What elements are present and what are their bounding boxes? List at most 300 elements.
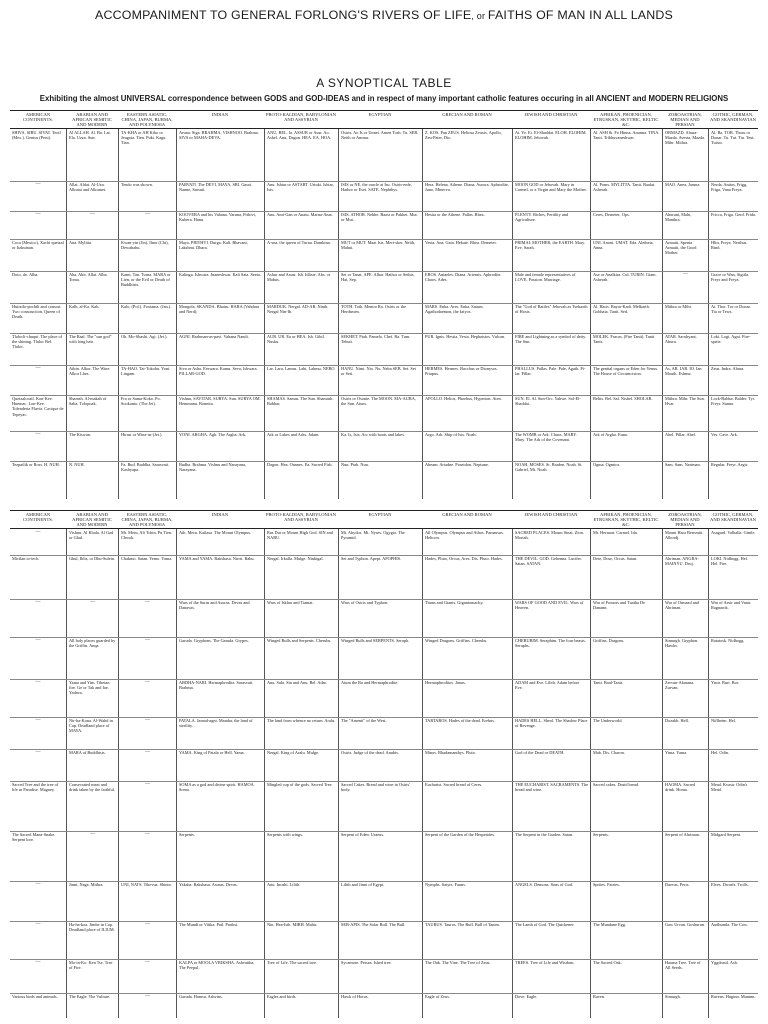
table-cell: Niflheim. Hel. <box>711 718 736 723</box>
table-cell: Aba. Abit. Allat. Alba. Toma. <box>69 272 108 283</box>
table-cell: HADES HELL. Sheol. The Shadow Place of Revenge. <box>515 718 588 729</box>
table-cell: Nun. Ptah. Nun. <box>341 462 369 467</box>
table-column <box>708 529 758 1018</box>
table-cell: Garuda. Gryphons. The Garuda. Grypes. <box>179 638 249 643</box>
table-cell: Ratatosk. Nidhogg. <box>711 638 745 643</box>
table-cell: Ase or Analkira. Cul. TURIN. Giam. Asherah. <box>593 272 657 283</box>
table-cell: Oh. Mo-Shashi. Agi. (Jet.). <box>121 334 168 339</box>
table-cell: Mab. Dis. Charon. <box>593 750 625 755</box>
table-cell: Doto, do. Alba. <box>12 272 39 277</box>
table-cell: — <box>145 832 150 837</box>
table-cell: MOLEK. Fracas. (Fire Tanit). Tanit. Tanis. <box>593 334 656 345</box>
table-cell: — <box>35 530 41 535</box>
table-section-2 <box>10 529 758 1018</box>
table-cell: Allat. Aldat. Al-Uza. Alkutai and Alkumet. <box>69 182 107 193</box>
table-cell: Ark or Lakes and Arks. Jalam. <box>267 432 320 437</box>
table-cell: Quetzalcoatl. Kon-Kee. Huemac. Lon-Kee. Tolenderia Flavia. Cacique de Tepeyac. <box>12 396 64 417</box>
table-cell: Serpent of Ahriman. <box>665 832 700 837</box>
table-cell: Sycamore. Persea. Ished tree. <box>341 960 392 965</box>
table-cell: Sam. Sam. Nariman. <box>665 462 701 467</box>
table-cell: Kwan-yin (Jin), Ilmu (Chi), Dewabahu. <box>121 240 169 251</box>
row-divider <box>10 239 758 240</box>
table-cell: Yaksha. Rakshasa. Asuras. Devas. <box>179 882 238 887</box>
column-header-row-1 <box>10 112 758 128</box>
table-cell: Grace or Wan, Sigtila. Freyr and Freya. <box>711 272 750 283</box>
table-cell: AUR. UR. Ea or HEA. Ish. Gibil. Nusku. <box>267 334 325 345</box>
table-cell: Garuda. Hamsa. Ashvins. <box>179 994 223 999</box>
table-cell: All Olympus. Olympus and Athos. Parnassus. Helicon. <box>425 530 504 541</box>
table-cell: Nir-ha-Kona. Al-Wahd in Cap. Deadland place of MAYA. <box>69 718 113 734</box>
table-cell: — <box>35 600 41 605</box>
table-cell: — <box>35 432 41 437</box>
table-column <box>66 129 118 499</box>
table-cell: MUT or MUT. Maat Isis. Mert-sker. Neith, Mahui. <box>341 240 416 251</box>
table-cell: ADAM and Eve. Lilith. Adam before Eve. <box>515 680 580 691</box>
table-cell: The Mundane Egg. <box>593 922 627 927</box>
table-cell: Audhumla. The Cow. <box>711 922 748 927</box>
table-cell: Kalb, al-Ka. Kah. <box>69 304 100 309</box>
table-cell: Mithra. Mihr. The Sun. Hvar. <box>665 396 705 407</box>
table-cell: ARDHA-NARI. Hermaphrodite. Sarasvati. Brahma. <box>179 680 254 691</box>
table-cell: Ymir. Buri. Bor. <box>711 680 740 685</box>
table-cell: Hera. Helena. Athene. Diana. Aurora. Aphrodite, Juno, Minerva. <box>425 182 509 193</box>
table-cell: Ras Dur or Mount High God. SIN and NABU. <box>267 530 333 541</box>
table-cell: Hlin, Freya. Nerthus. Rind. <box>711 240 748 251</box>
table-cell: Osiris or Osonte. The MOON. MA-AURA, the Sun. Atum. <box>341 396 416 407</box>
column-header: EASTERN ASIATIC, CHINA, JAPAN, BURMA, AND POLYNESIA <box>121 112 173 127</box>
table-cell: MARDUK. Nergal. AD-AR. Ninib. Nergal Nin-Ib. <box>267 304 329 315</box>
table-cell: Loki. Logi. Agni. Fire-sprite. <box>711 334 751 345</box>
table-cell: ORMAZD. Ahura-Mazda. Avesta, Mazda. Mihr. Mithra. <box>665 130 706 146</box>
table-cell: — <box>35 182 41 187</box>
table-column <box>422 529 512 1018</box>
table-cell: Lilith and Jinni of Egypt. <box>341 882 385 887</box>
table-cell: Vesta. Ana. Gaia. Hekate. Rhea. Demeter. <box>425 240 497 245</box>
table-cell: Ogma. Ogmios. <box>593 462 621 467</box>
table-cell: The Serpent in the Garden. Satan. <box>515 832 574 837</box>
table-cell: — <box>35 960 41 965</box>
table-cell: — <box>35 882 41 887</box>
title-rest: FAITHS OF MAN IN ALL LANDS <box>487 8 674 22</box>
mid-rule <box>10 510 758 511</box>
table-cell: Serpent of the Garden of the Hesperides. <box>425 832 496 837</box>
table-cell: SUN. El. Al. Sun-Orc. Yahwe. Sol-El-Shaddai. <box>515 396 581 407</box>
table-cell: PRIMAL MOTHER, the EARTH. Mary. Eve. Sarah. <box>515 240 586 251</box>
table-column <box>264 129 338 499</box>
table-cell: Minos. Rhadamanthys. Pluto. <box>425 750 476 755</box>
table-cell: Ravens. Huginn. Muninn. <box>711 994 756 999</box>
table-cell: Atum the Ra and Hermaphrodite. <box>341 680 399 685</box>
table-cell: Aibin. Alkor. The Wine. Alkor Lhes. <box>69 366 111 377</box>
table-section-1 <box>10 129 758 499</box>
table-cell: Wars of Osiris and Typhon. <box>341 600 389 605</box>
table-column <box>66 529 118 1018</box>
table-cell: — <box>90 212 95 217</box>
table-cell: Tezpatlik or Ross. H. NUH. <box>12 462 60 467</box>
table-cell: ANU, BEL. Ia. ASSUR or Asur. Ao. Asbel. Anu, Dagon. HEA. EA. HOA. <box>267 130 332 141</box>
row-divider <box>10 749 758 750</box>
table-cell: Yima. Yama. <box>665 750 688 755</box>
row-divider <box>10 181 758 182</box>
table-cell: PATALA. Jamad-agni. Mandar, the land of sterility. <box>179 718 253 729</box>
table-cell: PHALLUS. Pallas. Pale. Pale, Agath. Pi-lar. Pillar. <box>515 366 586 377</box>
row-divider <box>10 921 758 922</box>
table-cell: Armaiti, Spenta Armaiti, the Good Mother. <box>665 240 697 256</box>
table-cell: Kalinga. Ishwara. Jnaneshwar. Kali Sata. Seeta. <box>179 272 261 277</box>
table-cell: Simurgh. Gryphon. Hawks. <box>665 638 699 649</box>
table-cell: Vishnu. Al Khala. Al Gad or Ghul. <box>69 530 114 541</box>
table-cell: ATAR. Saoshyant. Ahura. <box>665 334 697 345</box>
table-cell: Mongola. SKANDA. Bhairu. HARA (Vahdara and Nerd). <box>179 304 260 315</box>
column-header: INDIAN <box>211 512 229 517</box>
table-cell: Ves. Cave. Ark. <box>711 432 738 437</box>
table-cell: The Baal. The "sun god" with long hair. <box>69 334 112 345</box>
column-header: JEWISH AND CHRISTIAN <box>524 512 578 517</box>
table-cell: Nergal. Irkalla. Mulge. Ninkigal. <box>267 556 324 561</box>
table-column <box>176 129 264 499</box>
table-cell: Ahriman. ANGRA-MAINYU. Druj. <box>665 556 699 567</box>
table-cell: Sprites. Fairies. <box>593 882 620 887</box>
document-title <box>0 8 768 22</box>
table-cell: Kami, Tan. Turna. MARA or Lien, or the Evil or Death of Buddhists. <box>121 272 171 288</box>
table-cell: HANU. Nimi. Nix. Nu. Neba SEB. Set. Set or Seti. <box>341 366 416 377</box>
table-cell: TARTAROS. Hades of the dead. Erebus. <box>425 718 495 723</box>
table-cell: Lock-Baldur. Balder. Tyr. Freyr. Sunna. <box>711 396 755 407</box>
table-cell: Al. Poms. MYLITTA. Tanit. Baalat. Asherah. <box>593 182 656 193</box>
table-cell: Tanit. Baal-Tanit. <box>593 680 624 685</box>
table-cell: Mingled cup of the gods. Sacred Tree. <box>267 782 333 787</box>
column-header: GRECIAN AND ROMAN <box>442 512 492 517</box>
table-cell: — <box>35 718 41 723</box>
column-header: PROTO-KALDIAN, BABYLONIAN AND ASSYRIAN <box>265 512 337 522</box>
table-cell: NOAH, MOSES. St. Braden. Noah. St. Gabriel, Mt. Noah. <box>515 462 583 473</box>
table-column <box>338 529 422 1018</box>
table-cell: The Underworld. <box>593 718 623 723</box>
table-cell: Mount Hara Berezaiti. Albordj. <box>665 530 704 541</box>
table-cell: Wars of the Suras and Asuras. Devas and Danavas. <box>179 600 250 611</box>
table-cell: — <box>145 638 150 643</box>
column-header: ARABIAN AND AFRICAN SEMITIC AND MODERN <box>72 512 112 527</box>
table-cell: Set or Tanat. APE. Albar. Hathor or Sethis, Hat, Sep. <box>341 272 415 283</box>
table-cell: Hel. Odin. <box>711 750 730 755</box>
table-cell: SHAMAS. Samas. The Sun. Shamash. Babbar. <box>267 396 334 407</box>
table-column <box>10 129 66 499</box>
table-column <box>512 129 590 499</box>
table-cell: Regnlar. Freyr. Aegir. <box>711 462 749 467</box>
table-cell: Ath. Meru. Kailasa. The Mount Olympus. <box>179 530 252 535</box>
table-cell: — <box>145 600 150 605</box>
table-cell: Anu. Incubi. Lilith. <box>267 882 301 887</box>
table-cell: Ha-ha-koa. Jimbe in Cap. Deadland place of ILIUM. <box>69 922 115 933</box>
table-cell: The Sacred Mana-Snake. Serpent lore. <box>12 832 56 843</box>
table-cell: The Lamb of God. The Quickener. <box>515 922 575 927</box>
table-cell: Al. Haris. Bayar-Kadi. Melkarth. Gobhaia. Tanit. Sed. <box>593 304 650 315</box>
table-cell: SOMA as a god and divine spirit. HAMOA. Soma. <box>179 782 255 793</box>
table-cell: Sacred Tree and the tree of life in Paradise. Maguey. <box>12 782 59 793</box>
table-cell: Serpents. <box>593 832 609 837</box>
table-cell: Ana. Mylitta. <box>69 240 93 245</box>
table-cell: The land from whence no return. Aralu. <box>267 718 336 723</box>
table-cell: Osiris. Ao Is or Unnei. Amen Tosh. Tu. SEB. Neith or Ammu. <box>341 130 419 141</box>
table-cell: YONI. ARGHA. Agh. The Argha. Ark. <box>179 432 247 437</box>
table-cell: Ahurani, Mahi, Manthra. <box>665 212 692 223</box>
table-cell: SEKHET. Ptah. Pamela. Chef. Ra. Tum. Tehuti. <box>341 334 411 345</box>
table-cell: HERMES. Hermes. Bacchus or Dionysos. Priapus. <box>425 366 498 377</box>
table-cell: Coca (Mexico), Xachi quetzal or Itzkuinan. <box>12 240 64 251</box>
table-cell: Consecrated meat and drink taken by the faithful. <box>69 782 115 793</box>
table-cell: Nerda, Anitas, Frigg, Friga, Vana Freya. <box>711 182 748 193</box>
table-cell: PARVATI. The DEVI, MAYA, SRI. Gauri. Nanne, Sarsuti. <box>179 182 253 193</box>
table-cell: Mt. Abydos. Mt. Nyses. Ogygia. The Pyramid. <box>341 530 405 541</box>
table-cell: Simurgh. <box>665 994 681 999</box>
column-header-row-2 <box>10 512 758 528</box>
table-cell: Hirasi or Winz-as-(Jet.). <box>121 432 163 437</box>
table-cell: N. NUH. <box>69 462 85 467</box>
table-cell: Ghul, Iblis, or Dhu-Sulein. <box>69 556 116 561</box>
table-cell: — <box>145 750 150 755</box>
table-column <box>264 529 338 1018</box>
document-subtitle: A SYNOPTICAL TABLE <box>316 76 452 90</box>
table-cell: Various birds and animals. <box>12 994 58 999</box>
table-cell: Yama and Yim. Tibetan fire. Ge or Tak and Iae. Yadava. <box>69 680 110 696</box>
table-cell: War of Ormazd and Ahriman. <box>665 600 699 611</box>
table-cell: Mead. Kvasir. Odin's Mead. <box>711 782 748 793</box>
table-cell: Nergal. King of Aralu. Mulge. <box>267 750 320 755</box>
table-cell: Dove. Eagle. <box>515 994 538 999</box>
column-header: AMERICAN CONTINENTS. <box>23 512 53 522</box>
table-cell: Anu. Ami-Gan or Anatu. Marna-Anat. <box>267 212 333 217</box>
table-cell: God of the Dead or DEATH. <box>515 750 565 755</box>
row-divider <box>10 303 758 304</box>
table-cell: UNI, NATS. Tikevuz. Shinto. <box>121 882 172 887</box>
table-cell: Mt. Meru, Ali Tchin, Pu Tien. Chwok. <box>121 530 173 541</box>
table-cell: — <box>35 750 41 755</box>
table-cell: TOTH. Toth. Mentra Ra. Osiris or the Herdsmen. <box>341 304 407 315</box>
table-cell: — <box>35 922 41 927</box>
column-header: AMERICAN CONTINENTS. <box>23 112 53 122</box>
table-cell: The genital organs or Eden for Venus. The House of Circumcision. <box>593 366 659 377</box>
table-column <box>512 529 590 1018</box>
table-cell: — <box>145 718 150 723</box>
table-cell: Lar. Lara. Lamas. Lahi, Lahmu. NEBO. <box>267 366 336 371</box>
table-cell: Fa. Bud. Buddha. Sarasvati. Kashyapa. <box>121 462 170 473</box>
table-cell: Z. KOS. Pan ZEUS. Heliosa Zeuxis. Apollo, Zeu-Pater, Dio. <box>425 130 502 141</box>
table-cell: — <box>145 212 150 217</box>
table-cell: Zervan-Akarana. Zurvan. <box>665 680 695 691</box>
table-cell: SEB-APIS. The Solar Bull. The Bull. <box>341 922 406 927</box>
table-cell: The "God of Battles" Jehovah as Tsebaoth of Hosts. <box>515 304 588 315</box>
column-header: JEWISH AND CHRISTIAN <box>524 112 578 117</box>
table-cell: The Mundi or Vitika. Pail. Pariksi. <box>179 922 239 927</box>
table-cell: Midgard Serpent. <box>711 832 742 837</box>
table-cell: ISIS. ATHOR. Nebhe. Baast or Pakhet. Mut. or Mut. <box>341 212 418 223</box>
column-header: GOTHIC, GERMAN, AND SKANDINAVIAN <box>710 512 756 522</box>
table-cell: The "Amenti" of the West. <box>341 718 387 723</box>
row-divider <box>10 959 758 960</box>
table-cell: The Sacred Oak. <box>593 960 622 965</box>
table-cell: Anu. Ishtar or ASTART. Urtuki. Ishtar, Isis. <box>267 182 334 193</box>
table-cell: MARS. Enka. Ares. Enka. Saturn. Agathodaemon, the kriyos. <box>425 304 484 315</box>
table-column <box>176 529 264 1018</box>
row-divider <box>10 717 758 718</box>
table-cell: The Eagle. The Vulture. <box>69 994 111 999</box>
column-header: EASTERN ASIATIC, CHINA, JAPAN, BURMA, AND POLYNESIA <box>121 512 173 527</box>
table-cell: Maya. PRITHVI. Durga. Kali. Bhavani, Lakshmi. Dhara. <box>179 240 248 251</box>
table-cell: Vishnu, SAVITAR, SURYA. Sun. SURYA OM. Hemmanu. Bonnita. <box>179 396 261 407</box>
table-cell: — <box>145 960 150 965</box>
table-cell: The Kiswan. <box>69 432 91 437</box>
table-column <box>708 129 758 499</box>
table-cell: — <box>683 272 688 277</box>
table-cell: Dozakh. Hell. <box>665 718 689 723</box>
table-cell: YAMA and YAMA. Rakshasa. Nirrti. Rahu. <box>179 556 255 561</box>
table-cell: Hestia or the Athene. Pallas. Rhea. <box>425 212 485 217</box>
table-cell: Budha. Brahma. Vishnu and Narayana, Narayana. <box>179 462 247 473</box>
table-cell: As, AR. IAR. IO. Ian Mouth. Eshnur. <box>665 366 702 377</box>
table-cell: Mo-in-Ko. Ken Tse. Tree of Fire. <box>69 960 113 971</box>
table-column <box>118 129 176 499</box>
table-cell: Argo. Ark. Ship of Isis. Noah. <box>425 432 477 437</box>
table-column <box>422 129 512 499</box>
table-cell: MARA of Buddhists. <box>69 750 106 755</box>
table-cell: Titans and Giants. Gigantomachy. <box>425 600 484 605</box>
table-cell: Hermaphroditos. Janus. <box>425 680 466 685</box>
table-cell: All holy places guarded by the Griffin. Anqa. <box>69 638 116 649</box>
table-cell: CHERUBIM. Seraphim. The four beasts. Seraphs. <box>515 638 586 649</box>
table-cell: Daevas. Peris. <box>665 882 690 887</box>
column-header: ZOROASTRIAN, MEDIAN AND PERSIAN <box>668 512 702 527</box>
column-header: INDIAN <box>211 112 229 117</box>
column-header: ARABIAN AND AFRICAN SEMITIC AND MODERN <box>72 112 112 127</box>
table-cell: PUR. Ignis. Hestia. Vesta. Hephaistos. Vulcan. <box>425 334 506 339</box>
table-column <box>118 529 176 1018</box>
table-cell: ANGELS. Demons. Sons of God. <box>515 882 574 887</box>
table-cell: Winged Dragons. Griffins. Cherubs. <box>425 638 488 643</box>
title-or: , or <box>471 11 488 21</box>
column-header: PROTO-KALDIAN, BABYLONIAN AND ASSYRIAN <box>265 112 337 122</box>
table-cell: Asagard. Valhalla. Gimle. <box>711 530 756 535</box>
row-divider <box>10 781 758 782</box>
table-cell: Al. ASH &. Fo Hinna. Anunna. TINA. Tanit. Tribhuvaneshwar. <box>593 130 660 141</box>
table-cell: Raven. <box>593 994 606 999</box>
table-cell: KALPA or MOOLA VRIKSHA. Ashvattha. The Peepul. <box>179 960 255 971</box>
table-cell: ISIS or NE, the oracle at Isu. Osiris-enfe, Hathor or Eset. SATE. Nephthys. <box>341 182 412 193</box>
table-cell: THE DEVIL. GOD. Gehenna. Lucifer. Satan. SATAN. <box>515 556 582 567</box>
table-cell: Ashur and Assur. Ish. Idliste. Abs. or Mabus. <box>267 272 331 283</box>
table-cell: Gaw Urvan. Goshurun. <box>665 922 706 927</box>
table-cell: TREES. Tree of Life and Wisdom. <box>515 960 575 965</box>
table-cell: APOLLO. Helios, Phoebus, Hyperion. Aten. <box>425 396 502 401</box>
table-cell: Tlalocli-chuqui. The place of the shining. Tlaloc Bel. Tlaloc. <box>12 334 63 350</box>
row-divider <box>10 881 758 882</box>
table-cell: SACRED PLACES. Mount Sinai. Zion. Moriah. <box>515 530 584 541</box>
table-cell: — <box>90 600 95 605</box>
table-cell: Ai. Ye. Ei. El-Shaddai. ELOH. ELOHIM. ELOHIM, Jehovah. <box>515 130 587 141</box>
row-divider <box>10 599 758 600</box>
row-divider <box>10 365 758 366</box>
table-cell: — <box>35 638 41 643</box>
table-cell: KOOVERA and his Vahana. Varuna, Prthivi, Kubera. Hanu. <box>179 212 256 223</box>
table-cell: Nymphs. Satyrs. Fauns. <box>425 882 466 887</box>
table-column <box>10 529 66 1018</box>
table-cell: — <box>35 680 41 685</box>
table-cell: Serpent of Eden. Uraeus. <box>341 832 385 837</box>
column-header: EGYPTIAN <box>368 112 392 117</box>
row-divider <box>10 831 758 832</box>
table-cell: Al ALLAH. Al. Ba. Lat. Ela. Uzza. Sun. <box>69 130 111 141</box>
row-divider <box>10 333 758 334</box>
table-cell: Serpents. <box>179 832 195 837</box>
table-cell: Hades, Pluto, Orcus, Ares. Dis. Pluto. Hades. <box>425 556 503 561</box>
table-cell: Mt. Hermon. Carmel. Ida. <box>593 530 638 535</box>
table-cell: Kalo. (Pol.). Foxiama. (Jan.). <box>121 304 172 309</box>
table-cell: Anu. Sala. Sin and Anu. Bel. Adar. <box>267 680 327 685</box>
table-cell: UNI. Anoni. UMAT. Eda. Aletheia. Anna. <box>593 240 654 251</box>
table-cell: — <box>145 680 150 685</box>
table-cell: The Oak. The Vine. The Tree of Zeus. <box>425 960 491 965</box>
table-cell: — <box>145 994 150 999</box>
table-cell: Sacred cakes. Druid bread. <box>593 782 640 787</box>
table-cell: — <box>35 212 41 217</box>
row-divider <box>10 637 758 638</box>
table-cell: Set and Typhon. Apepi. APOPHIS. <box>341 556 402 561</box>
table-cell: Eagle of Zeus. <box>425 994 450 999</box>
table-cell: Osiris. Judge of the dead. Anubis. <box>341 750 400 755</box>
table-cell: Dete, Dose, Orcus. Satan. <box>593 556 638 561</box>
table-column <box>590 129 662 499</box>
top-rule <box>10 110 758 111</box>
table-cell: Winged Bulls and Serpents. Cherubs. <box>267 638 332 643</box>
table-cell: The WOMB or Ark. Chaos. MARY. Mary. The Ark of the Covenant. <box>515 432 577 443</box>
table-cell: Serpents with wings. <box>267 832 303 837</box>
table-cell: AGNI. Brahman-as-pavi. Vahana Nandi. <box>179 334 249 339</box>
title-main: ACCOMPANIMENT TO GENERAL FORLONG'S RIVERS OF LIFE <box>94 8 472 22</box>
table-cell: Huitzilo-pochtli and consort. Two construction. Queen of Death. <box>12 304 62 320</box>
table-cell: Fra or Sama-Koko. Po. Sookanto. (The Jet). <box>121 396 161 407</box>
table-cell: MOON GOD or Jehovah. Mary in Carmel, or a Virgin and Mary the Mother. <box>515 182 587 193</box>
table-cell: Tendo was shown. <box>121 182 153 187</box>
table-cell: Ark of Argha. Euna. <box>593 432 628 437</box>
table-cell: Tree of Life. The sacred tree. <box>267 960 317 965</box>
column-header: GOTHIC, GERMAN, AND SKANDINAVIAN <box>710 112 756 122</box>
table-cell: YAMA. King of Patala or Hell. Yama. <box>179 750 245 755</box>
row-divider <box>10 211 758 212</box>
table-cell: Ka. Is, Isis; Arc with boats and lakes. <box>341 432 405 437</box>
table-cell: Beltis. Bel. Sal. Nisbel. SHOLAR. <box>593 396 653 401</box>
table-cell: HAOMA. Sacred drink. Homa. <box>665 782 696 793</box>
table-cell: Ai. Thor. Tor or Donar. Tiu or Tews. <box>711 304 751 315</box>
table-cell: Aruna. Siga. BRAHMA, VISHNOO. Brahma. SIVA or MAHA-DEVA. <box>179 130 259 141</box>
table-cell: Siva or Asha. Eeswara. Kamu. Seva, Ishwara. PILLAR-GOD. <box>179 366 258 377</box>
table-cell: SHIVA. SIBU. SIVAT. Teotl (Mex.). Genius (Peru). <box>12 130 61 141</box>
table-cell: Griffins. Dragons. <box>593 638 625 643</box>
row-divider <box>10 555 758 556</box>
table-cell: A-sna, the queen of Turna. Damkina. <box>267 240 331 245</box>
table-cell: WARS OF GOOD AND EVIL. Wars of Heaven. <box>515 600 584 611</box>
table-cell: Ceres, Demeter, Ops. <box>593 212 630 217</box>
table-cell: Eagles and birds. <box>267 994 297 999</box>
table-cell: Yggdrasil. Ash. <box>711 960 738 965</box>
table-cell: Male and female representatives of LOVE. Passion. Marriage. <box>515 272 576 283</box>
table-cell: TAURUS. Tauros. The Bull. Bull of Tanim. <box>425 922 500 927</box>
column-header: EGYPTIAN <box>368 512 392 517</box>
table-cell: TA-KHA or AH Kiko or Jeugota. Tien. Puki. Kagu Tian. <box>121 130 166 146</box>
table-cell: — <box>90 832 95 837</box>
table-cell: THE EUCHARIST. SACRAMENTS. The bread and wine. <box>515 782 589 793</box>
table-cell: Shamsh. Al-makah of Saba. Tolopoak. <box>69 396 107 407</box>
table-column <box>338 129 422 499</box>
table-cell: Wars of Iskhar and Tiamat. <box>267 600 314 605</box>
